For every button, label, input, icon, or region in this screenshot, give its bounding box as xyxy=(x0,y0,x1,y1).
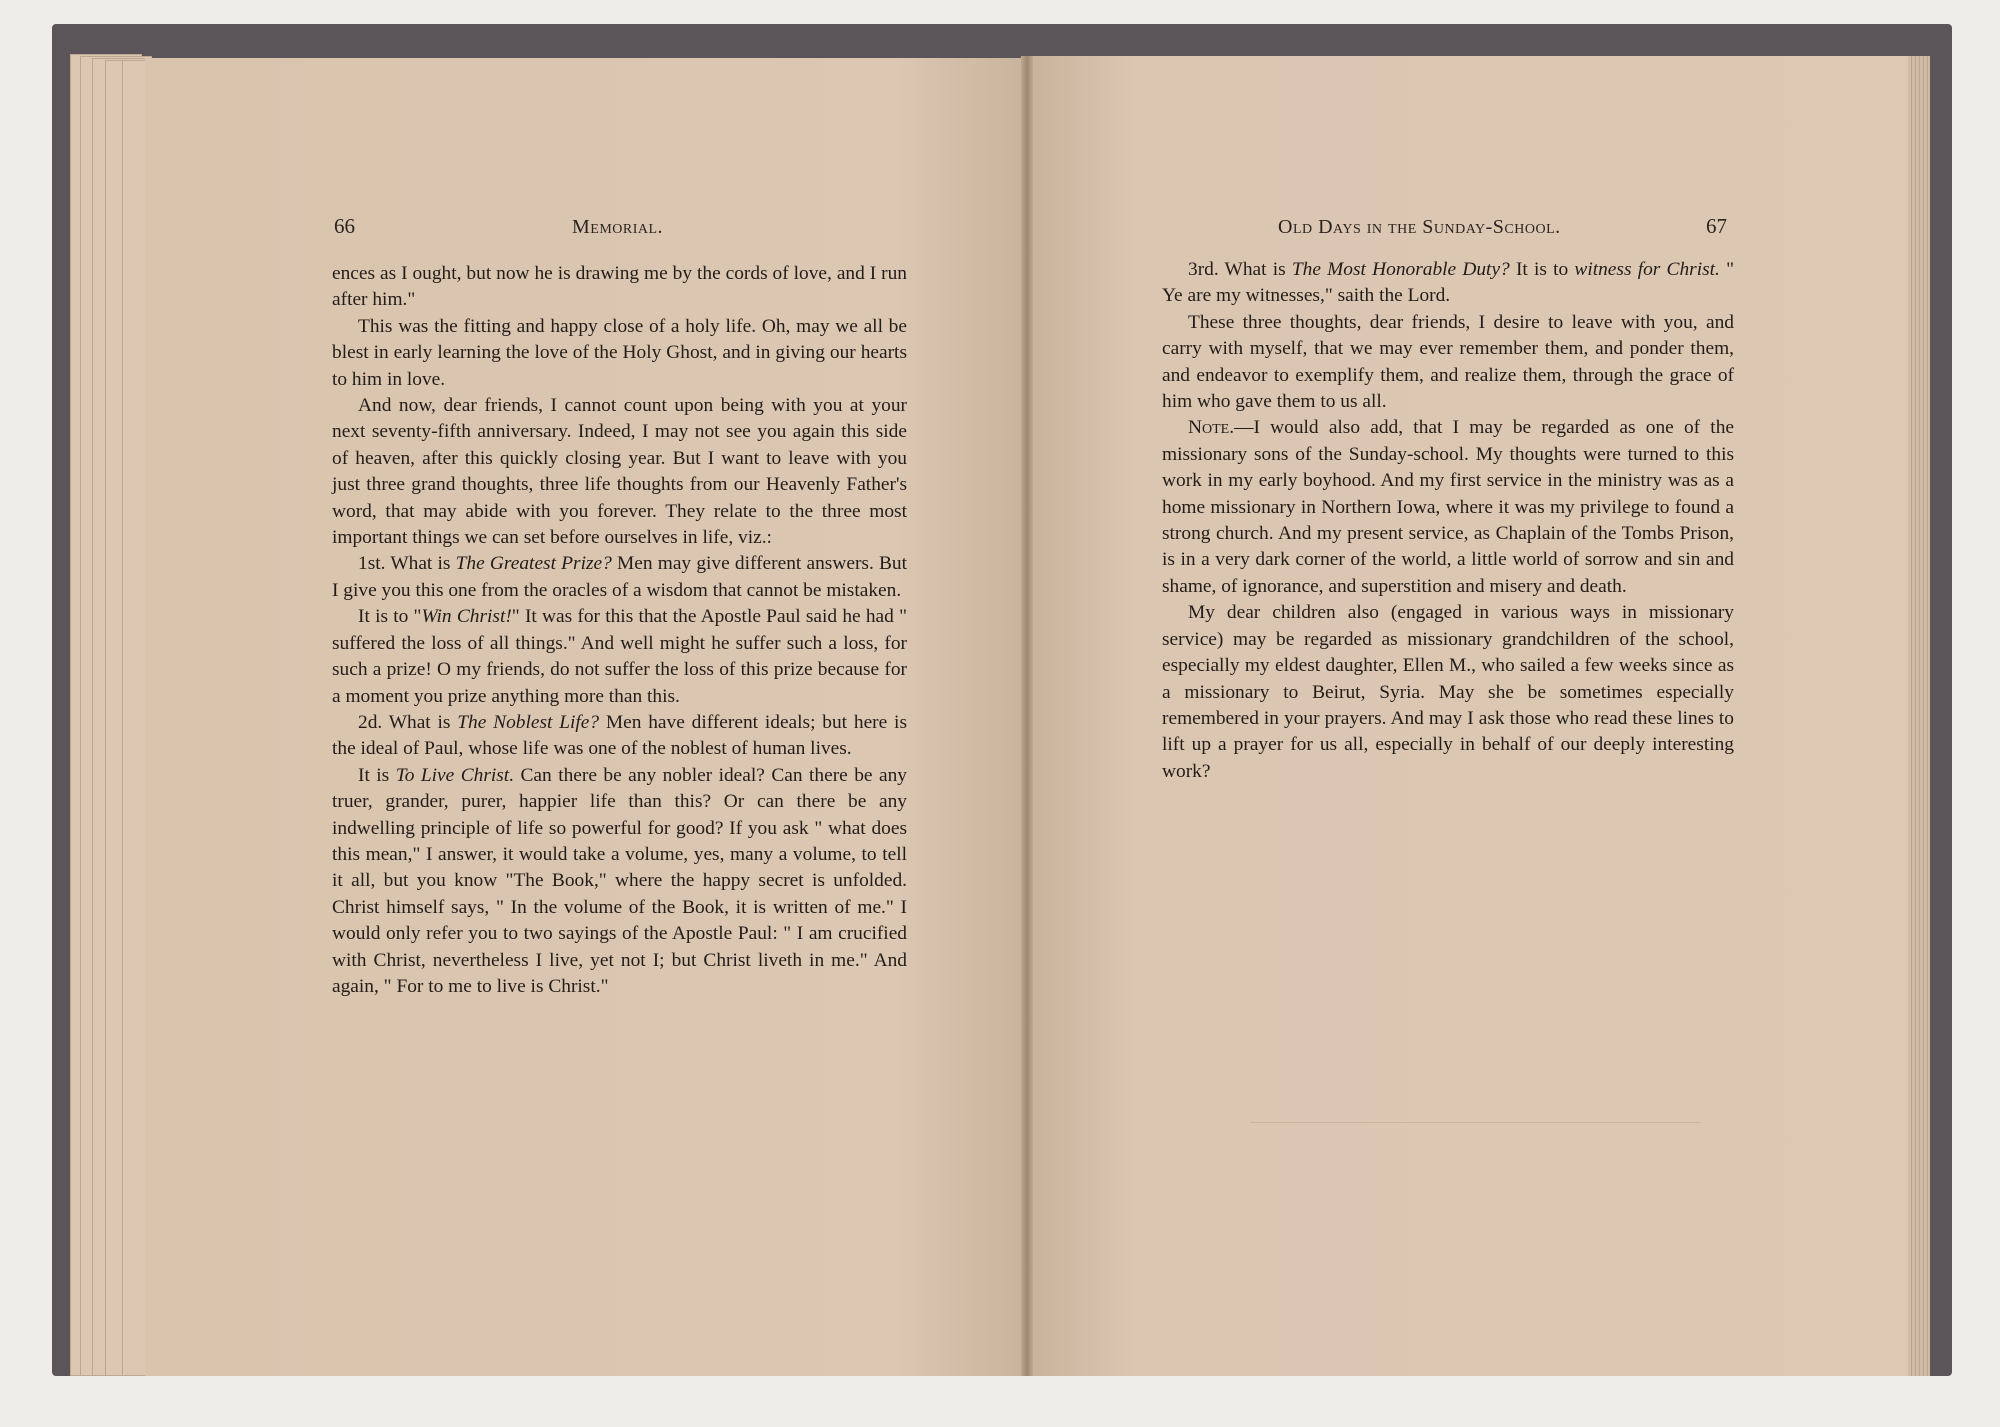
paragraph: This was the fitting and happy close of a holy life. Oh, may we all be blest in early learning the love of the Holy Ghost, and in giving our hearts to him in love. xyxy=(332,315,907,390)
italic-heading: The Noblest Life? xyxy=(457,711,600,733)
italic-heading: The Greatest Prize? xyxy=(455,553,612,575)
paragraph xyxy=(332,551,907,604)
paragraph xyxy=(332,710,907,763)
text-run: 3rd. What is xyxy=(1188,259,1292,280)
text-run: " It was for this that the Apostle Paul said he had " suffered the loss of all things." And well might he suffer such a loss, for such a prize! O my friends, do not suffer the loss of this prize because for a moment you prize anything more than this. xyxy=(332,606,907,707)
paragraph xyxy=(1162,415,1734,600)
text-run: 2d. What is xyxy=(358,711,458,733)
paragraph: And now, dear friends, I cannot count upon being with you at your next seventy-fifth anniversary. Indeed, I may not see you again this side of heaven, after this quickly closing year. But I want to leave with you just three grand thoughts, three life thoughts from our Heavenly Father's word, that may abide with you forever. They relate to the three most important things we can set before ourselves in life, viz.: xyxy=(332,395,907,549)
paragraph xyxy=(1162,257,1734,310)
paragraph: ences as I ought, but now he is drawing me by the cords of love, and I run after him." xyxy=(332,263,907,311)
text-run: 1st. What is xyxy=(358,553,456,575)
italic-phrase: witness for Christ. xyxy=(1574,259,1720,280)
text-run: Men may give different answers. But I give you this one from the oracles of a wisdom that cannot be mistaken. xyxy=(332,553,908,601)
left-page-body xyxy=(332,261,907,1000)
left-running-head: Memorial. xyxy=(572,216,664,238)
text-run: —I would also add, that I may be regarded as one of the missionary sons of the Sunday-school. My thoughts were turned to this work in my early boyhood. And my first service in the ministry was as a home missionary in Northern Iowa, where it was my privilege to found a strong church. And my present service, as Chaplain of the Tombs Prison, is in a very dark corner of the world, a little world of sorrow and sin and shame, of ignorance, and superstition and misery and death. xyxy=(1162,417,1734,597)
right-page-number: 67 xyxy=(1706,214,1727,238)
text-run: Men have different ideals; but here is the ideal of Paul, whose life was one of the noblest of human lives. xyxy=(332,711,907,760)
text-run: It is to " xyxy=(358,606,422,628)
text-run: Can there be any nobler ideal? Can there be any truer, grander, purer, happier life than this? Or can there be any indwelling principle of life so powerful for good? If you ask " what does this mean," I answer, it would take a volume, yes, many a volume, to tell it all, but you know "The Book," where the happy secret is unfolded. Christ himself says, " In the volume of the Book, it is written of me." I would only refer you to two sayings of the Apostle Paul: " I am crucified with Christ, nevertheless I live, yet not I; but Christ liveth in me." And again, " For to me to live is Christ." xyxy=(332,764,907,997)
italic-heading: To Live Christ. xyxy=(395,764,515,786)
italic-heading: The Most Honorable Duty? xyxy=(1291,259,1510,280)
paragraph: My dear children also (engaged in various ways in missionary service) may be regarded as missionary grandchildren of the school, especially my eldest daughter, Ellen M., who sailed a few weeks since as a missionary to Beirut, Syria. May she be sometimes especially remembered in your prayers. And may I ask those who read these lines to lift up a prayer for us all, especially in behalf of our deeply interesting work? xyxy=(1162,602,1734,782)
text-run: " Ye are my witnesses," saith the Lord. xyxy=(1162,259,1734,307)
italic-heading: Win Christ! xyxy=(421,606,512,628)
faint-page-mark xyxy=(1250,1122,1700,1123)
right-running-head: Old Days in the Sunday-School. xyxy=(1278,216,1561,238)
paragraph: These three thoughts, dear friends, I desire to leave with you, and carry with myself, that we may ever remember them, and ponder them, and endeavor to exemplify them, and realize them, through the grace of him who gave them to us all. xyxy=(1162,311,1734,413)
paragraph xyxy=(332,604,907,710)
right-page-body xyxy=(1162,257,1734,785)
right-page-edges xyxy=(1908,56,1930,1376)
text-run: It is to xyxy=(1509,259,1575,280)
text-run: It is xyxy=(358,764,396,786)
book-gutter xyxy=(1021,56,1033,1376)
paragraph xyxy=(332,763,907,1001)
note-label: Note. xyxy=(1188,417,1235,439)
left-page-number: 66 xyxy=(334,214,355,238)
